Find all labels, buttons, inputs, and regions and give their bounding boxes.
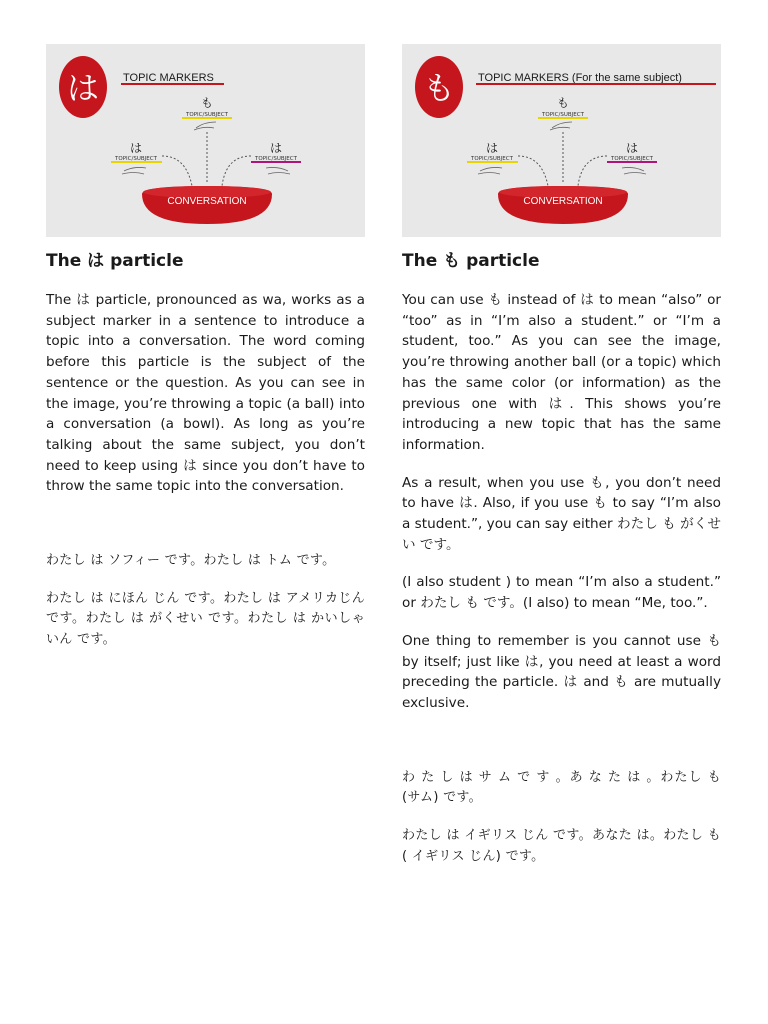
bowl-label: CONVERSATION — [523, 196, 603, 207]
wa-example-2: わたし は にほん じん です。わたし は アメリカじん です。わたし は がくせい です。わたし は かいしゃ いん です。 — [46, 590, 365, 648]
diagram-title: TOPIC MARKERS — [123, 72, 214, 84]
top-char: も — [200, 96, 214, 110]
left-arc — [162, 156, 192, 186]
left-label: TOPIC/SUBJECT — [471, 156, 513, 162]
mo-paragraph-1: You can use も instead of は to mean “also” or “too” as in “I’m also a student.” or “I’m a student, too.” As you can see the image, you’re throwing another ball (or a topic) which has the same color (or information) as the previous one with は. This shows you’re introducing a new topic that has the same information. — [402, 292, 721, 453]
right-label: TOPIC/SUBJECT — [611, 156, 653, 162]
right-arc — [578, 156, 607, 186]
left-hand-icon — [122, 167, 146, 174]
mo-example-1: わ た し は サ ム で す 。あ な た は 。わたし も (サム) です。 — [402, 769, 721, 806]
mo-example-2: わたし は イギリス じん です。あなた は。わたし も ( イギリス じん) です。 — [402, 828, 721, 864]
mo-diagram-svg — [402, 44, 721, 237]
right-char: は — [269, 141, 283, 155]
bowl-label: CONVERSATION — [167, 196, 247, 207]
wa-diagram-svg — [46, 44, 365, 237]
mo-paragraph-2: As a result, when you use も, you don’t need to have は. Also, if you use も to say “I’m also a student.”, you can say either わたし も がくせい です。 — [402, 474, 721, 553]
diagram-title: TOPIC MARKERS (For the same subject) — [478, 72, 682, 84]
top-label: TOPIC/SUBJECT — [186, 112, 228, 118]
right-hand-icon — [266, 167, 290, 174]
right-label: TOPIC/SUBJECT — [255, 156, 297, 162]
right-char: は — [625, 141, 639, 155]
mo-particle-diagram — [402, 44, 721, 237]
mo-paragraph-3: (I also student ) to mean “I’m also a student.” or わたし も です。(I also) to mean “Me, too.”. — [402, 574, 721, 612]
top-hand-icon — [194, 122, 216, 130]
right-hand-icon — [622, 167, 646, 174]
left-column — [46, 44, 365, 651]
wa-heading: The は particle — [46, 251, 184, 271]
right-column — [402, 44, 721, 867]
wa-particle-diagram — [46, 44, 365, 237]
top-label: TOPIC/SUBJECT — [542, 112, 584, 118]
mo-heading: The も particle — [402, 251, 540, 271]
left-hand-icon — [478, 167, 502, 174]
left-char: は — [485, 141, 499, 155]
top-hand-icon — [550, 122, 572, 130]
right-arc — [222, 156, 251, 186]
badge-char: も — [422, 69, 456, 107]
left-arc — [518, 156, 548, 186]
top-char: も — [556, 96, 570, 110]
mo-paragraph-4: One thing to remember is you cannot use も by itself; just like は, you need at least a word preceding the particle. は and も are mutually exclusive. — [402, 632, 721, 711]
wa-example-1: わたし は ソフィー です。わたし は トム です。 — [46, 553, 336, 569]
left-label: TOPIC/SUBJECT — [115, 156, 157, 162]
left-char: は — [129, 141, 143, 155]
wa-paragraph-1: The は particle, pronounced as wa, works as a subject marker in a sentence to introduce a topic into a conversation. The word coming before this particle is the subject of the sentence or the question. As you can see in the image, you’re throwing a topic (a ball) into a conversation (a bowl). As long as you’re talking about the same subject, you don’t need to keep using は since you don’t have to throw the same topic into the conversation. — [46, 292, 365, 495]
badge-char: は — [66, 69, 100, 107]
